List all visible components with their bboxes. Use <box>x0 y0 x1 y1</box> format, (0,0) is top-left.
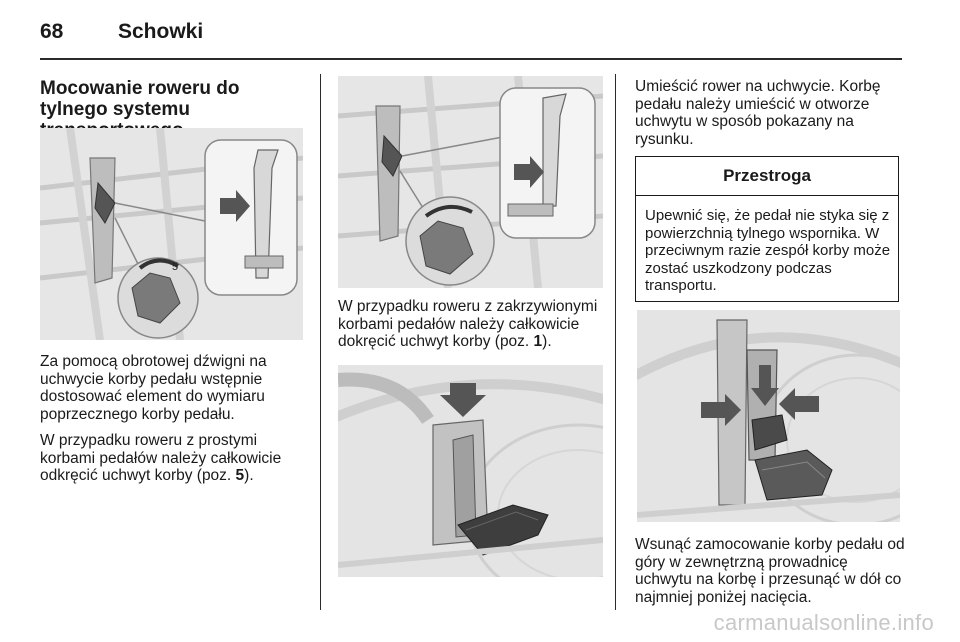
illustration-slide-clamp-drawing <box>637 310 900 522</box>
paragraph-straight-crank-text: W przypadku roweru z prostymi korbami pedałów należy całkowicie odkręcić uchwyt korby (poz. <box>40 432 282 484</box>
caution-title: Przestroga <box>636 157 898 196</box>
illustration-straight-crank <box>40 128 303 340</box>
header-rule <box>40 58 902 60</box>
paragraph-curved-crank-text: W przypadku roweru z zakrzywionymi korbami pedałów należy całkowicie dokręcić uchwyt korby (poz. <box>338 298 598 350</box>
paragraph-curved-crank-end: ). <box>542 333 552 350</box>
paragraph-straight-crank-end: ). <box>244 467 254 484</box>
paragraph-curved-crank <box>338 298 608 351</box>
illustration-curved-crank <box>338 76 603 288</box>
illustration-slide-clamp <box>637 310 900 522</box>
caution-box <box>635 156 899 302</box>
caution-text: Upewnić się, że pedał nie styka się z powierzchnią tylnego wspornika. W przeciwnym razie zespół korby może zostać uszkodzony podczas transportu. <box>645 207 891 294</box>
position-number: 1 <box>533 333 543 350</box>
paragraph-straight-crank <box>40 432 305 485</box>
illustration-pedal-in-holder-drawing <box>338 365 603 577</box>
illustration-straight-crank-drawing <box>40 128 303 340</box>
section-heading: Mocowanie roweru do tylnego systemu <box>40 78 240 120</box>
paragraph-slide-clamp: Wsunąć zamocowanie korby pedału od góry w zewnętrzną prowadnicę uchwytu na korbę i przesunąć w dół co najmniej poniżej nacięcia. <box>635 536 905 606</box>
section-title: Schowki <box>118 20 204 43</box>
paragraph-adjust-lever: Za pomocą obrotowej dźwigni na uchwycie korby pedału wstępnie dostosować element do wymiaru poprzecznego korby pedału. <box>40 353 267 423</box>
page-number: 68 <box>40 20 64 43</box>
column-divider-right <box>615 74 616 610</box>
watermark: carmanualsonline.info <box>713 610 934 635</box>
illustration-curved-crank-drawing <box>338 76 603 288</box>
illustration-pedal-in-holder <box>338 365 603 577</box>
column-divider-left <box>320 74 321 610</box>
paragraph-place-bike: Umieścić rower na uchwycie. Korbę pedału należy umieścić w otworze uchwytu w sposób pokazany na rysunku. <box>635 78 881 148</box>
dial-number-label: 5 <box>172 261 179 273</box>
position-number: 5 <box>235 467 245 484</box>
